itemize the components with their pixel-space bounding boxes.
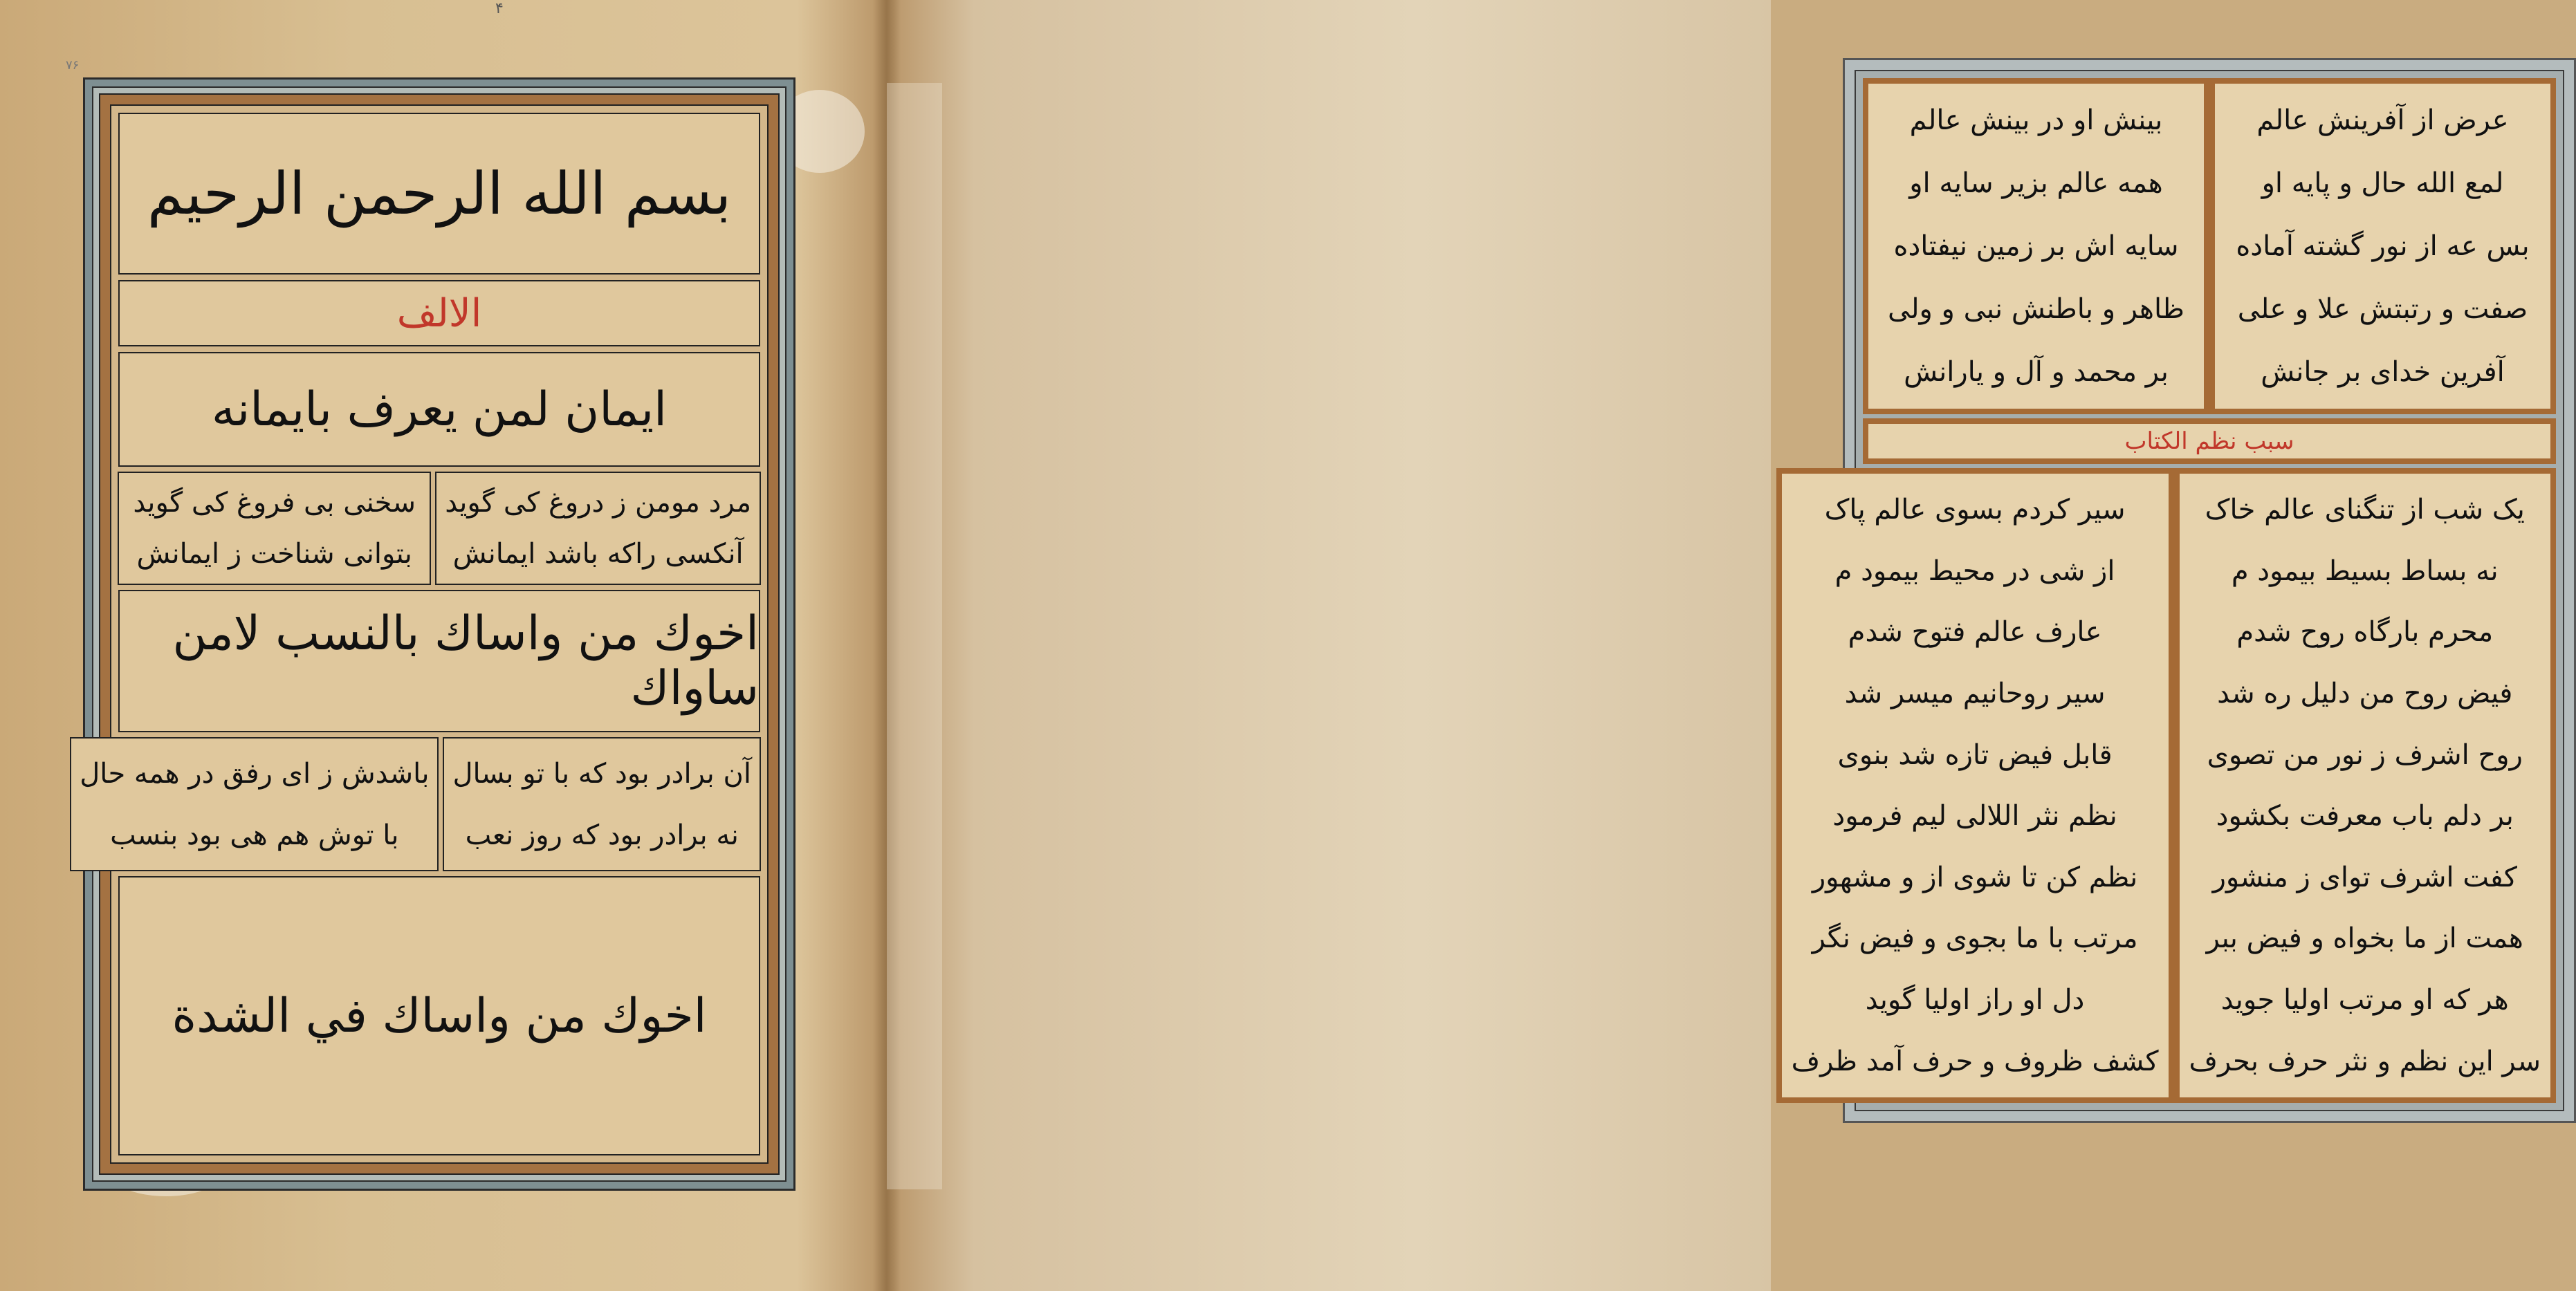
verse-line: دل او راز اولیا گوید [1865,984,2085,1016]
verse-line: باشدش ز ای رفق در همه حال [80,757,430,790]
verse-line: بینش او در بینش عالم [1909,104,2163,137]
verse-line: صفت و رتبتش علا و علی [2237,292,2528,325]
verse-panel [80,735,763,873]
chapter-heading-panel [1867,422,2552,460]
basmala-text: بسم الله الرحمن الرحيم [147,160,732,227]
left-page [0,0,887,1291]
verse-line: عارف عالم فتوح شدم [1848,616,2102,649]
chapter-heading: سبب نظم الکتاب [2124,427,2294,455]
section-heading: الالف [396,290,482,336]
saying-panel [118,876,760,1155]
saying-text: اخوك من واساك بالنسب لامن ساواك [172,606,759,716]
verse-line: بتوانی شناخت ز ایمانش [136,538,412,570]
verse-line: بس عه از نور گشته آماده [2236,230,2530,262]
basmala-panel [118,113,760,275]
verse-line: لمع الله حال و پایه او [2261,167,2504,200]
verse-line: هر که او مرتب اولیا جوید [2220,984,2509,1016]
saying-text: اخوك من واساك في الشدة [172,988,707,1043]
verse-line: فیض روح من دلیل ره شد [2217,678,2513,710]
verse-line: کشف ظروف و حرف آمد ظرف [1791,1045,2159,1077]
verse-line: روح اشرف ز نور من تصوی [2207,739,2523,771]
verse-line: یک شب از تنگنای عالم خاک [2205,494,2525,526]
folio-number: ۴ [495,0,504,17]
saying-panel [118,590,760,732]
verse-line: قابل فیض تازه شد بنوی [1837,739,2113,771]
verse-column-left [1781,472,2170,1099]
verse-line: سیر روحانیم میسر شد [1844,678,2106,710]
verse-column-right [443,737,761,871]
right-page [887,0,2541,1291]
verse-line: عرض از آفرینش عالم [2256,104,2509,137]
bottom-verse-grid [1791,468,2556,1103]
paper-stain [887,83,942,1189]
verse-line: سایه اش بر زمین نیفتاده [1893,230,2179,262]
verse-line: سیر کردم بسوی عالم پاک [1824,494,2126,526]
verse-column-left [118,472,431,585]
verse-line: کفت اشرف توای ز منشور [2212,861,2517,893]
verse-column-right [2214,82,2552,410]
verse-line: نظم نثر اللالی لیم فرمود [1832,800,2117,833]
verse-line: آفرین خدای بر جانش [2261,355,2505,388]
verse-line: با توش هم هی بود بنسب [110,819,399,851]
section-heading-panel [118,280,760,346]
verse-line: مرتب با ما بجوی و فیض نگر [1812,922,2138,955]
verse-line: نه برادر بود که روز نعب [465,819,739,851]
verse-line: آنکسی راکه باشد ایمانش [452,538,744,570]
verse-column-right [435,472,761,585]
verse-line: همت از ما بخواه و فیض ببر [2206,922,2523,955]
folio-corner-number: ۷۶ [66,58,80,73]
saying-text: ایمان لمن یعرف بایمانه [211,382,668,437]
verse-line: نه بساط بسیط بیمود م [2231,555,2499,587]
verse-line: ظاهر و باطنش نبی و ولی [1887,292,2184,325]
verse-line: نظم کن تا شوی از و مشهور [1812,861,2138,893]
right-page-frame [1791,58,2576,1123]
verse-line: از شی در محیط بیمود م [1834,555,2115,587]
left-page-frame [80,77,795,1191]
verse-line: سخنی بی فروغ کی گوید [133,487,416,519]
saying-panel [118,352,760,467]
verse-panel [116,470,763,587]
verse-line: همه عالم بزیر سایه او [1909,167,2163,200]
verse-line: مرد مومن ز دروغ کی گوید [445,487,751,519]
verse-line: بر محمد و آل و یارانش [1904,355,2169,388]
verse-column-right [2178,472,2552,1099]
verse-line: سر این نظم و نثر حرف بحرف [2189,1045,2541,1077]
verse-line: آن برادر بود که با تو بسال [452,757,751,790]
verse-line: بر دلم باب معرفت بکشود [2216,800,2514,833]
verse-column-left [70,737,439,871]
top-verse-grid [1863,78,2556,414]
verse-line: محرم بارگاه روح شدم [2236,616,2494,649]
verse-column-left [1867,82,2205,410]
